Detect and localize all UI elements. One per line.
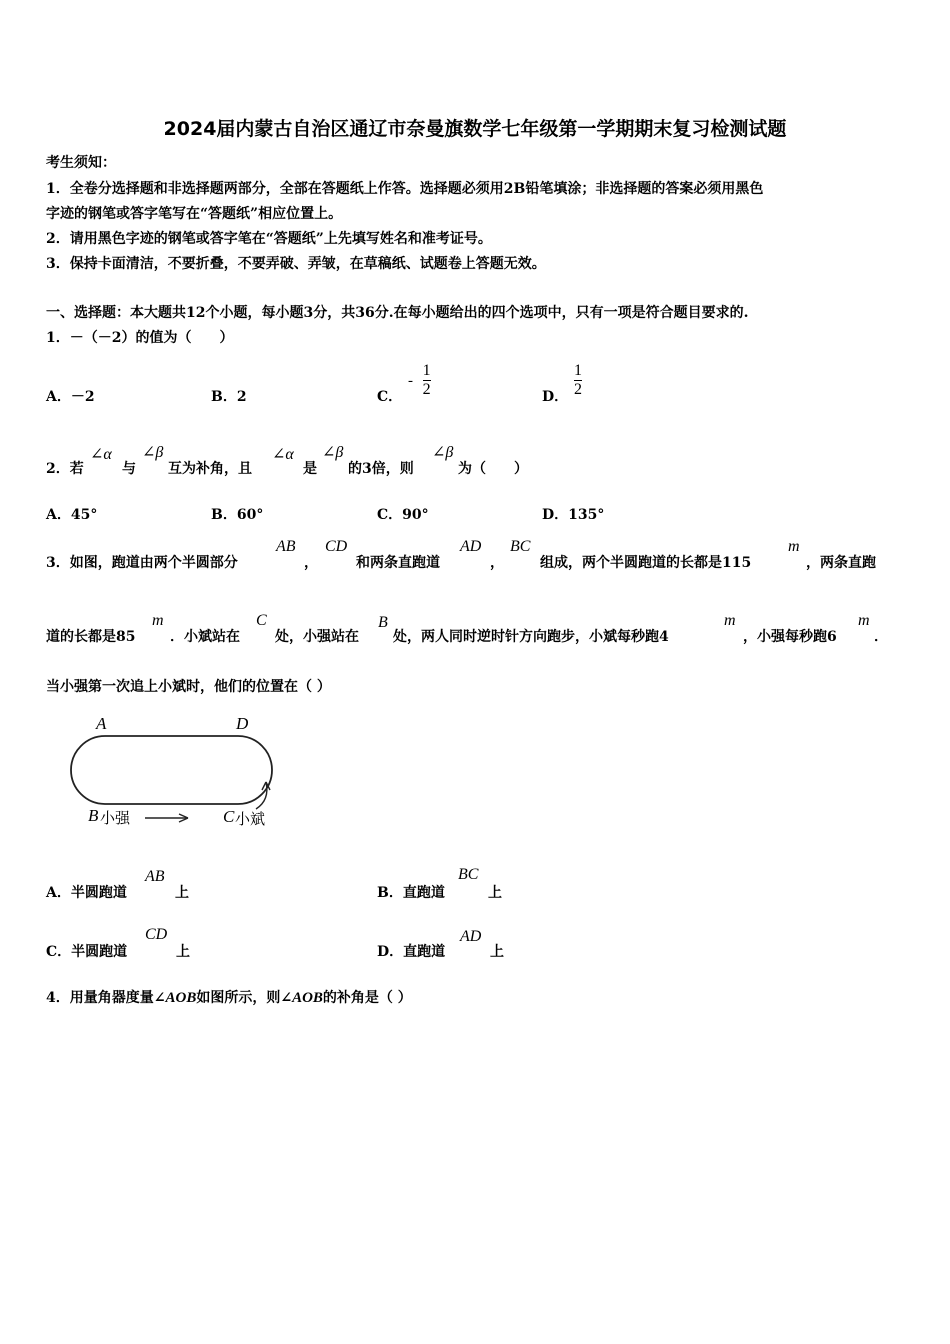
math-point-b: B [378,614,388,631]
math-arc-ab: AB [276,538,296,555]
figure-label-b: B [88,806,99,825]
question-3-line-1-part-2: ， [304,555,318,571]
question-2-option-b: B．60° [211,507,264,523]
notice-item-2: 2．请用黑色字迹的钢笔或答字笔在“答题纸”上先填写姓名和准考证号。 [46,231,492,247]
question-3-line-2-part-3: 处，小强站在 [275,629,359,645]
fraction-numerator: 1 [422,362,431,379]
question-1-option-d-value [574,362,582,399]
question-4-stem-part-1: 4．用量角器度量∠ [46,990,166,1006]
question-3-line-2-part-1: 道的长都是85 [46,629,136,645]
question-3-line-3: 当小强第一次追上小斌时，他们的位置在（ ） [46,679,331,695]
question-1-option-c-value [408,362,431,399]
question-3-option-d-text: D．直跑道 [377,944,446,960]
track-figure [60,712,300,834]
question-2-option-c: C．90° [377,507,429,523]
question-1-option-c-label: C． [377,389,403,405]
math-point-c: C [256,612,267,629]
question-2-stem-part-6: 为（ ） [458,461,528,477]
question-3-line-1-part-4: ， [490,555,504,571]
figure-label-d: D [236,714,249,733]
math-segment-ad: AD [460,538,482,555]
question-2-stem-part-4: 是 [303,461,317,477]
question-2-stem-part-2: 与 [122,461,136,477]
question-3-option-b-text: B．直跑道 [377,885,445,901]
section-heading: 一、选择题：本大题共12个小题，每小题3分，共36分.在每小题给出的四个选项中，只有一项是符合题目要求的. [46,305,749,321]
question-3-option-c-suffix: 上 [176,944,190,960]
math-arc-cd: CD [145,926,168,943]
question-3-line-2-part-6: ． [874,629,888,645]
notice-item-3: 3．保持卡面清洁，不要折叠，不要弄破、弄皱，在草稿纸、试题卷上答题无效。 [46,256,546,272]
question-1-option-d-label: D． [542,389,569,405]
math-unit-m: m [858,612,870,629]
question-3-option-a-suffix: 上 [175,885,189,901]
math-segment-bc: BC [510,538,531,555]
math-arc-ab: AB [145,868,165,885]
fraction-denominator: 2 [574,381,582,398]
question-3-line-1-part-1: 3．如图，跑道由两个半圆部分 [46,555,238,571]
question-3-line-2-part-2: ．小斌站在 [170,629,240,645]
question-4-stem [46,987,412,1007]
math-unit-m: m [152,612,164,629]
question-2-stem-part-5: 的3倍，则 [348,461,414,477]
notice-heading: 考生须知： [46,155,116,171]
question-3-option-a-text: A．半圆跑道 [46,885,127,901]
fraction-numerator: 1 [574,362,582,379]
question-3-option-b-suffix: 上 [488,885,502,901]
math-angle-beta: ∠β [322,444,344,461]
figure-label-xiaobin: 小斌 [235,810,266,828]
question-3-line-2-part-5: ，小强每秒跑6 [743,629,837,645]
question-1-option-a: A．－2 [46,389,95,405]
math-unit-m: m [788,538,800,555]
question-1-option-b: B．2 [211,389,247,405]
minus-sign: - [408,372,413,389]
notice-item-1-line-2: 字迹的钢笔或答字笔写在“答题纸”相应位置上。 [46,206,343,222]
track-outline [71,736,272,804]
question-3-option-c-text: C．半圆跑道 [46,944,128,960]
math-angle-alpha: ∠α [272,446,294,463]
question-2-option-d: D．135° [542,507,605,523]
question-3-option-d-suffix: 上 [490,944,504,960]
figure-label-xiaoqiang: 小强 [100,809,131,827]
math-angle-beta: ∠β [432,444,454,461]
figure-label-c: C [223,807,235,826]
question-3-line-1-part-6: ，两条直跑 [806,555,876,571]
question-2-stem-part-3: 互为补角，且 [168,461,252,477]
math-unit-m: m [724,612,736,629]
math-angle-aob: AOB [292,990,323,1006]
figure-label-a: A [96,714,107,733]
math-segment-ad: AD [460,928,482,945]
page-title: 2024届内蒙古自治区通辽市奈曼旗数学七年级第一学期期末复习检测试题 [163,118,787,140]
notice-item-1-line-1: 1．全卷分选择题和非选择题两部分，全部在答题纸上作答。选择题必须用2B铅笔填涂；非选择题的答案必须用黑色 [46,181,764,197]
question-2-option-a: A．45° [46,507,98,523]
fraction [423,362,431,399]
math-segment-bc: BC [458,866,479,883]
question-4-stem-part-3: 的补角是（ ） [322,990,412,1006]
math-arc-cd: CD [325,538,348,555]
question-2-stem-part-1: 2．若 [46,461,84,477]
question-3-line-1-part-3: 和两条直跑道 [356,555,440,571]
math-angle-aob: AOB [165,990,197,1006]
math-angle-beta: ∠β [142,444,164,461]
question-3-line-1-part-5: 组成，两个半圆跑道的长都是115 [540,555,752,571]
math-angle-alpha: ∠α [90,446,112,463]
question-4-stem-part-2: 如图所示，则∠ [196,990,293,1006]
question-1-stem: 1．－（－2）的值为（ ） [46,330,234,346]
question-3-line-2-part-4: 处，两人同时逆时针方向跑步，小斌每秒跑4 [393,629,669,645]
fraction [574,362,582,399]
fraction-denominator: 2 [422,381,431,398]
